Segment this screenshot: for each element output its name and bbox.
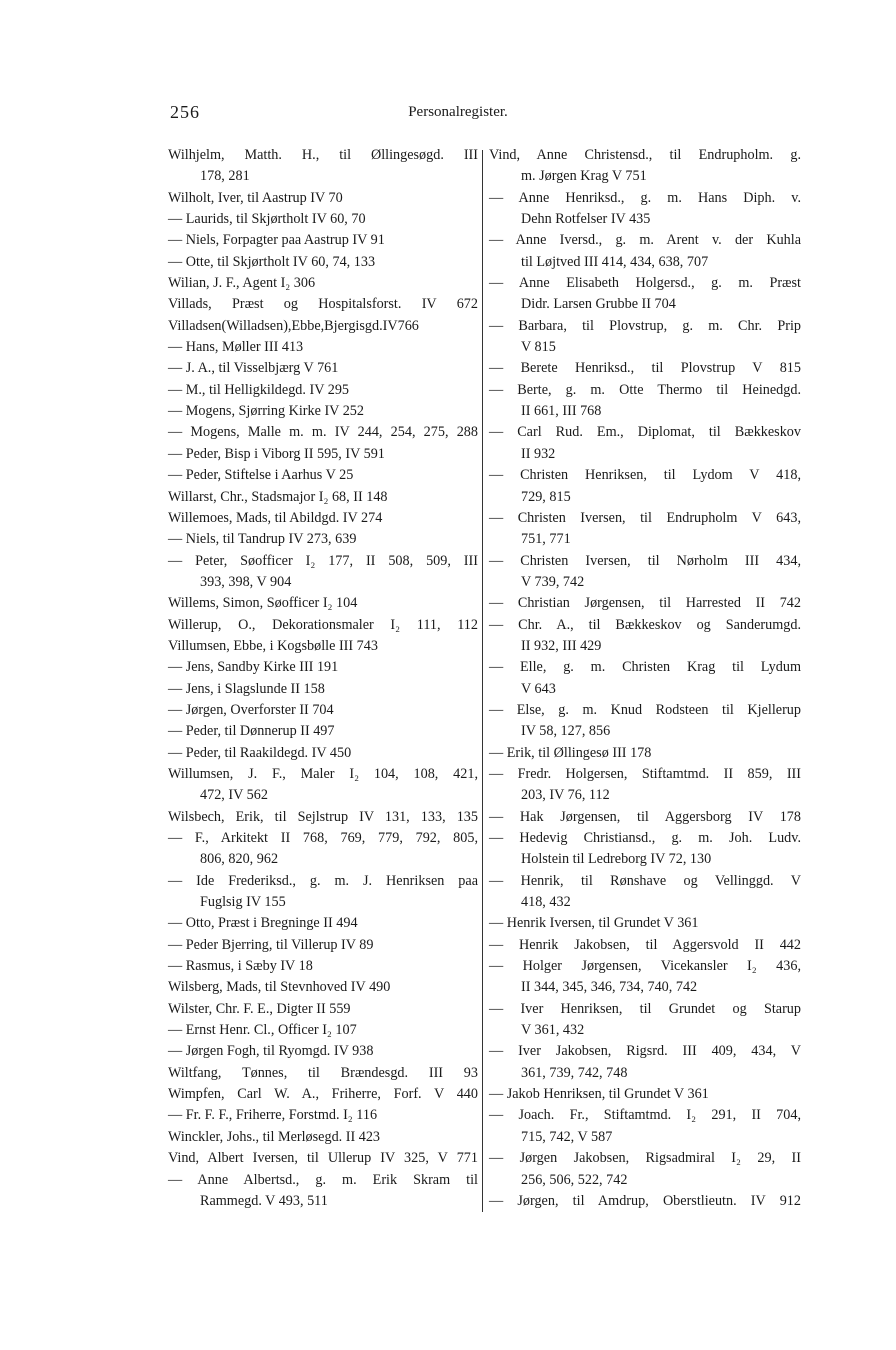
index-entry: — Holger Jørgensen, Vicekansler I₂ 436,: [489, 958, 801, 975]
index-entry: Willumsen, J. F., Maler I₂ 104, 108, 421,: [168, 765, 478, 782]
index-entry: Winckler, Johs., til Merløsegd. II 423: [168, 1128, 381, 1145]
index-entry-continuation: Rammegd. V 493, 511: [200, 1192, 328, 1209]
index-entry: — Barbara, til Plovstrup, g. m. Chr. Prip: [489, 317, 801, 334]
index-entry: — Otto, Præst i Bregninge II 494: [168, 915, 358, 932]
index-entry: — Mogens, Malle m. m. IV 244, 254, 275, 288: [168, 424, 478, 441]
index-entry-continuation: II 932: [521, 445, 556, 462]
index-entry: — Chr. A., til Bækkeskov og Sanderumgd.: [489, 616, 801, 633]
index-entry: — J. A., til Visselbjærg V 761: [168, 360, 339, 377]
index-entry: — Christian Jørgensen, til Harrested II 742: [489, 595, 801, 612]
index-entry-continuation: V 643: [521, 680, 556, 697]
index-entry: — M., til Helligkildegd. IV 295: [168, 381, 350, 398]
index-entry-continuation: II 344, 345, 346, 734, 740, 742: [521, 979, 698, 996]
index-entry: — Peder, Stiftelse i Aarhus V 25: [168, 467, 354, 484]
index-entry-continuation: 203, IV 76, 112: [521, 787, 610, 804]
index-entry-continuation: V 815: [521, 339, 556, 356]
index-entry: Villads, Præst og Hospitalsforst. IV 672: [168, 296, 478, 313]
index-entry: — Henrik Jakobsen, til Aggersvold II 442: [489, 936, 801, 953]
left-column: [168, 145, 478, 1212]
index-entry: — Iver Jakobsen, Rigsrd. III 409, 434, V: [489, 1043, 801, 1060]
index-entry-continuation: 806, 820, 962: [200, 851, 279, 868]
index-entry: — Anne Elisabeth Holgersd., g. m. Præst: [489, 275, 801, 292]
column-divider: [482, 150, 483, 1212]
index-entry: — Peder, Bisp i Viborg II 595, IV 591: [168, 445, 385, 462]
index-entry: Wilsbech, Erik, til Sejlstrup IV 131, 133, 135: [168, 808, 478, 825]
index-entry-continuation: 715, 742, V 587: [521, 1128, 613, 1145]
index-entry-continuation: 393, 398, V 904: [200, 573, 292, 590]
index-entry: Villumsen, Ebbe, i Kogsbølle III 743: [168, 637, 378, 654]
index-entry: — Peder, til Raakildegd. IV 450: [168, 744, 352, 761]
index-entry: — Mogens, Sjørring Kirke IV 252: [168, 403, 364, 420]
index-entry-continuation: 256, 506, 522, 742: [521, 1171, 628, 1188]
index-entry: — Elle, g. m. Christen Krag til Lydum: [489, 659, 801, 676]
index-entry-continuation: Dehn Rotfelser IV 435: [521, 211, 651, 228]
index-entry: — Berete Henriksd., til Plovstrup V 815: [489, 360, 801, 377]
index-entry: — Peder, til Dønnerup II 497: [168, 723, 335, 740]
index-entry: — Fredr. Holgersen, Stiftamtmd. II 859, III: [489, 765, 801, 782]
index-entry: — Ernst Henr. Cl., Officer I₂ 107: [168, 1022, 357, 1039]
index-entry-continuation: 418, 432: [521, 894, 571, 911]
index-entry: — Henrik Iversen, til Grundet V 361: [489, 915, 699, 932]
index-entry: — Anne Albertsd., g. m. Erik Skram til: [168, 1171, 478, 1188]
index-entry: — Christen Iversen, til Nørholm III 434,: [489, 552, 801, 569]
index-entry: — Jørgen Jakobsen, Rigsadmiral I₂ 29, II: [489, 1150, 801, 1167]
index-entry: — Erik, til Øllingesø III 178: [489, 744, 652, 761]
index-entry-continuation: V 361, 432: [521, 1022, 585, 1039]
index-entry: — Anne Iversd., g. m. Arent v. der Kuhla: [489, 232, 801, 249]
index-entry-continuation: Holstein til Ledreborg IV 72, 130: [521, 851, 712, 868]
index-entry: — Jørgen Fogh, til Ryomgd. IV 938: [168, 1043, 374, 1060]
index-entry: — Jens, Sandby Kirke III 191: [168, 659, 339, 676]
index-entry: — Carl Rud. Em., Diplomat, til Bækkeskov: [489, 424, 801, 441]
index-entry: — Rasmus, i Sæby IV 18: [168, 958, 313, 975]
index-entry: — Iver Henriksen, til Grundet og Starup: [489, 1000, 801, 1017]
index-entry: Wiltfang, Tønnes, til Brændesgd. III 93: [168, 1064, 478, 1081]
index-entry-continuation: 751, 771: [521, 531, 571, 548]
index-entry: — Peter, Søofficer I₂ 177, II 508, 509, III: [168, 552, 478, 569]
index-entry: Wilhjelm, Matth. H., til Øllingesøgd. III: [168, 147, 478, 163]
index-entry: Wilholt, Iver, til Aastrup IV 70: [168, 189, 343, 206]
index-entry: — Joach. Fr., Stiftamtmd. I₂ 291, II 704,: [489, 1107, 801, 1124]
index-entry: — Jens, i Slagslunde II 158: [168, 680, 325, 697]
index-entry-continuation: Fuglsig IV 155: [200, 894, 286, 911]
index-entry: Wilster, Chr. F. E., Digter II 559: [168, 1000, 351, 1017]
index-entry: — Henrik, til Rønshave og Vellinggd. V: [489, 872, 801, 889]
index-entry: Wilsberg, Mads, til Stevnhoved IV 490: [168, 979, 391, 996]
index-entry-continuation: m. Jørgen Krag V 751: [521, 168, 647, 185]
index-entry: Willerup, O., Dekorationsmaler I₂ 111, 112: [168, 616, 478, 633]
index-entry: — Jørgen, til Amdrup, Oberstlieutn. IV 912: [489, 1192, 801, 1209]
index-entry: — Anne Henriksd., g. m. Hans Diph. v.: [489, 189, 801, 206]
index-entry: — Ide Frederiksd., g. m. J. Henriksen paa: [168, 872, 478, 889]
index-entry: — Jakob Henriksen, til Grundet V 361: [489, 1086, 709, 1103]
index-entry: Wimpfen, Carl W. A., Friherre, Forf. V 440: [168, 1086, 478, 1103]
page-number: 256: [170, 102, 200, 122]
index-entry-continuation: IV 58, 127, 856: [521, 723, 611, 740]
index-entry: — Berte, g. m. Otte Thermo til Heinedgd.: [489, 381, 801, 398]
index-entry-continuation: Didr. Larsen Grubbe II 704: [521, 296, 676, 313]
right-column: [489, 145, 801, 1212]
index-entry: Willems, Simon, Søofficer I₂ 104: [168, 595, 358, 612]
index-entry-continuation: til Løjtved III 414, 434, 638, 707: [521, 253, 709, 270]
running-title: Personalregister.: [408, 104, 508, 120]
index-entry: Villadsen(Willadsen),Ebbe,Bjergisgd.IV766: [168, 317, 419, 334]
index-entry: — Christen Henriksen, til Lydom V 418,: [489, 467, 801, 484]
index-entry: Wilian, J. F., Agent I₂ 306: [168, 275, 316, 292]
index-entry: Willemoes, Mads, til Abildgd. IV 274: [168, 509, 383, 526]
index-entry: — Otte, til Skjørtholt IV 60, 74, 133: [168, 253, 376, 270]
index-entry: — Hak Jørgensen, til Aggersborg IV 178: [489, 808, 801, 825]
index-entry: — Jørgen, Overforster II 704: [168, 701, 334, 718]
index-entry: — Hedevig Christiansd., g. m. Joh. Ludv.: [489, 830, 801, 846]
index-entry: — Christen Iversen, til Endrupholm V 643,: [489, 509, 801, 526]
index-entry: — Else, g. m. Knud Rodsteen til Kjellerup: [489, 701, 801, 718]
index-entry-continuation: 472, IV 562: [200, 787, 268, 804]
page-header: [0, 102, 896, 126]
index-entry: — Niels, Forpagter paa Aastrup IV 91: [168, 232, 385, 249]
index-entry: — Hans, Møller III 413: [168, 339, 304, 356]
index-entry-continuation: 729, 815: [521, 488, 571, 505]
index-entry-continuation: 361, 739, 742, 748: [521, 1064, 628, 1081]
index-entry-continuation: 178, 281: [200, 168, 250, 185]
index-entry: — Laurids, til Skjørtholt IV 60, 70: [168, 211, 366, 228]
index-entry: — Niels, til Tandrup IV 273, 639: [168, 531, 357, 548]
index-entry: Vind, Anne Christensd., til Endrupholm. g.: [489, 147, 801, 163]
index-entry: — F., Arkitekt II 768, 769, 779, 792, 805,: [168, 830, 478, 846]
index-entry: Vind, Albert Iversen, til Ullerup IV 325, V 771: [168, 1150, 478, 1167]
index-entry-continuation: II 932, III 429: [521, 637, 602, 654]
index-entry-continuation: II 661, III 768: [521, 403, 602, 420]
index-entry-continuation: V 739, 742: [521, 573, 585, 590]
index-entry: — Peder Bjerring, til Villerup IV 89: [168, 936, 374, 953]
index-entry: — Fr. F. F., Friherre, Forstmd. I₂ 116: [168, 1107, 378, 1124]
index-entry: Willarst, Chr., Stadsmajor I₂ 68, II 148: [168, 488, 388, 505]
